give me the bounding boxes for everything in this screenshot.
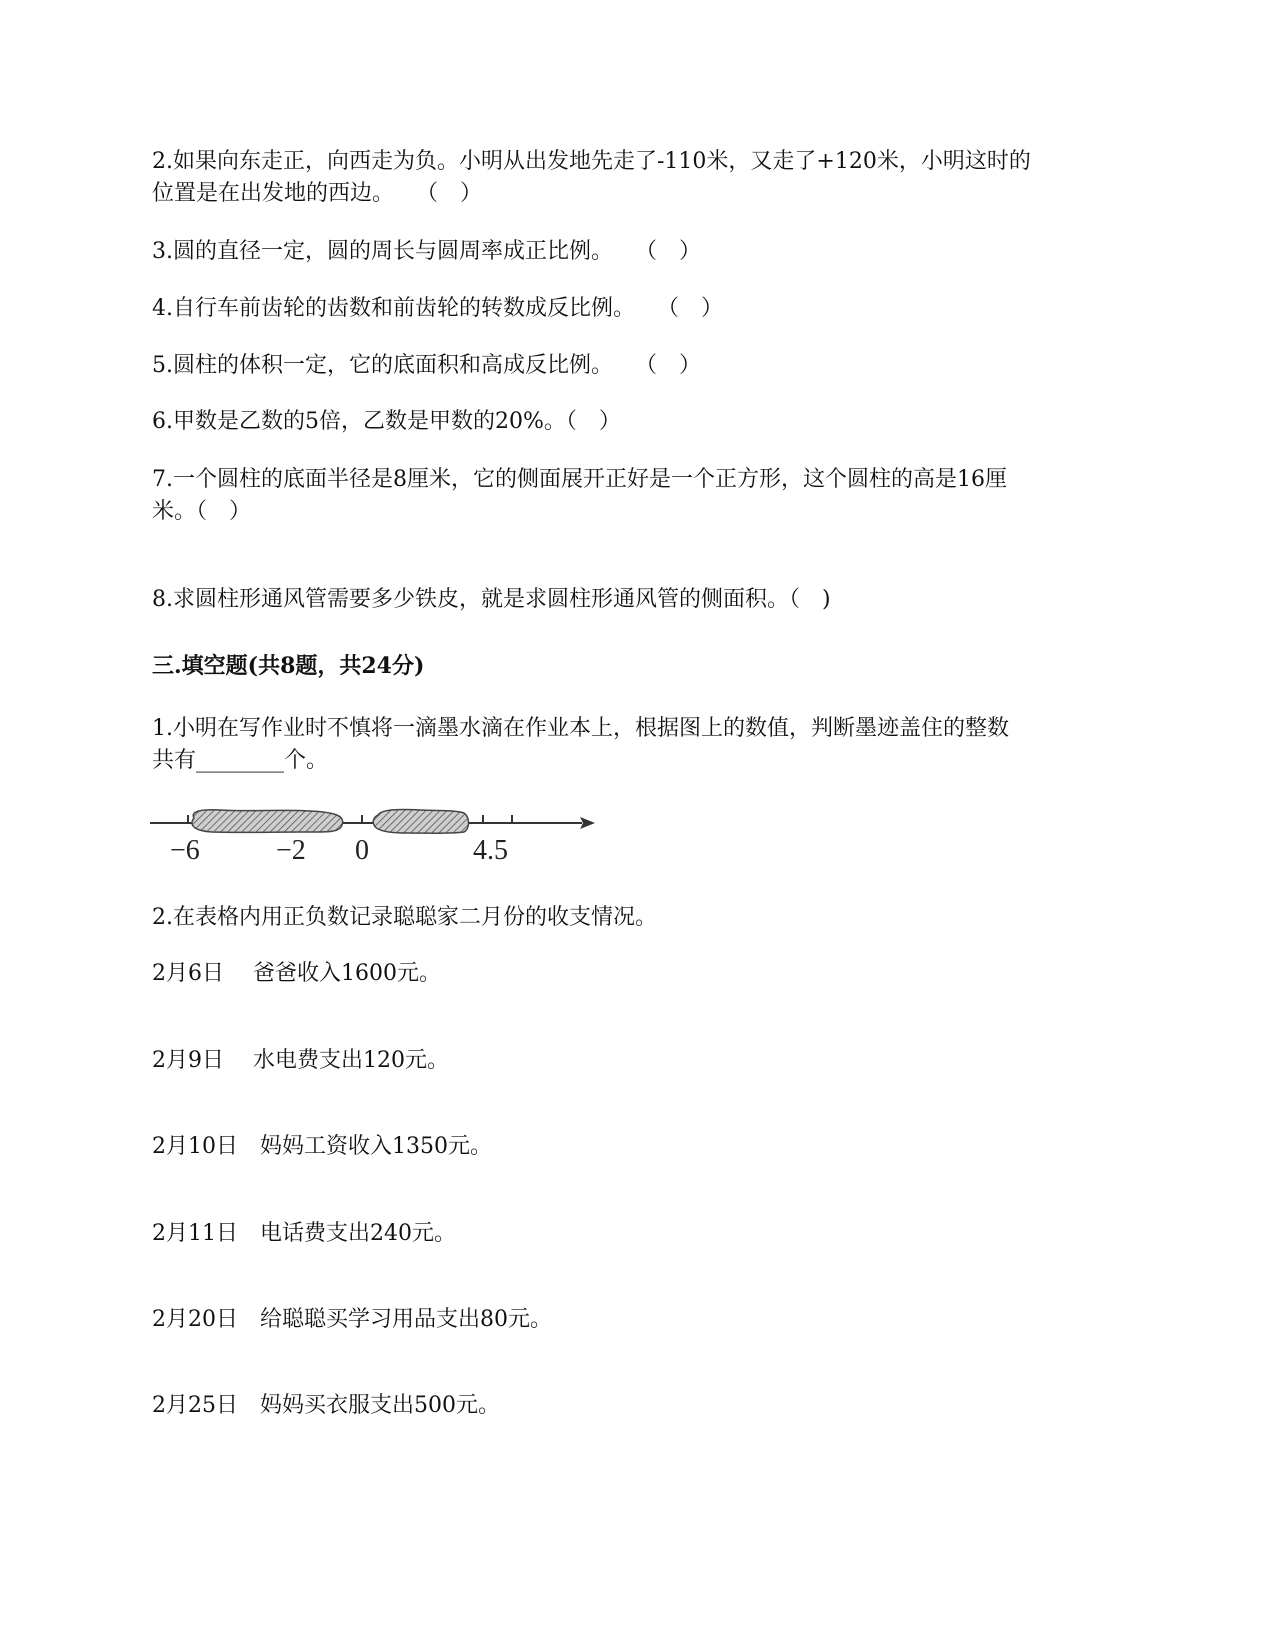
number-line-label-minus-2: −2 xyxy=(276,835,306,866)
ledger-entry: 2月9日 水电费支出120元。 xyxy=(152,1048,449,1073)
number-line-label-4-5: 4.5 xyxy=(473,835,508,866)
number-line-svg xyxy=(150,803,600,873)
question-5: 5.圆柱的体积一定，它的底面积和高成反比例。 （ ） xyxy=(152,353,701,378)
ink-blot-right xyxy=(373,810,468,834)
question-7-line-1: 7.一个圆柱的底面半径是8厘米，它的侧面展开正好是一个正方形，这个圆柱的高是16厘 xyxy=(152,467,1007,492)
number-line-arrow xyxy=(580,817,595,829)
number-line-label-zero: 0 xyxy=(355,835,369,866)
question-2-line-1: 2.如果向东走正，向西走为负。小明从出发地先走了-110米，又走了+120米，小明这时的 xyxy=(152,149,1031,174)
number-line-figure xyxy=(150,803,600,873)
question-2-line-2: 位置是在出发地的西边。 （ ） xyxy=(152,181,483,206)
ledger-entry: 2月20日 给聪聪买学习用品支出80元。 xyxy=(152,1307,552,1332)
question-8: 8.求圆柱形通风管需要多少铁皮，就是求圆柱形通风管的侧面积。（ ) xyxy=(152,587,831,612)
question-7-line-2: 米。（ ） xyxy=(152,499,252,524)
number-line-label-minus-6: −6 xyxy=(170,835,200,866)
fill-question-1-line-2: 共有________个。 xyxy=(152,748,329,773)
ledger-entry: 2月10日 妈妈工资收入1350元。 xyxy=(152,1134,492,1159)
section-heading: 三.填空题(共8题，共24分) xyxy=(152,653,425,679)
ledger-entry: 2月25日 妈妈买衣服支出500元。 xyxy=(152,1393,500,1418)
ink-blot-left xyxy=(192,810,343,833)
fill-question-2-intro: 2.在表格内用正负数记录聪聪家二月份的收支情况。 xyxy=(152,905,657,930)
question-6: 6.甲数是乙数的5倍，乙数是甲数的20%。（ ） xyxy=(152,409,621,434)
ledger-entry: 2月11日 电话费支出240元。 xyxy=(152,1221,456,1246)
fill-question-1-line-1: 1.小明在写作业时不慎将一滴墨水滴在作业本上，根据图上的数值，判断墨迹盖住的整数 xyxy=(152,716,1009,741)
question-4: 4.自行车前齿轮的齿数和前齿轮的转数成反比例。 （ ） xyxy=(152,296,723,321)
ledger-entry: 2月6日 爸爸收入1600元。 xyxy=(152,961,441,986)
question-3: 3.圆的直径一定，圆的周长与圆周率成正比例。 （ ） xyxy=(152,239,701,264)
